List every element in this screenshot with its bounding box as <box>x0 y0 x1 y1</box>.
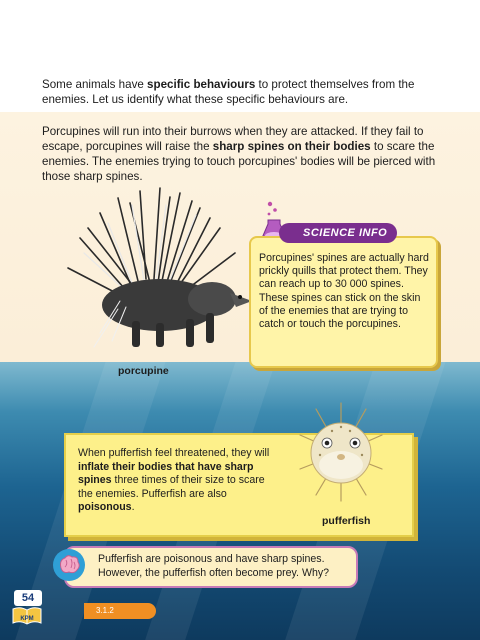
intro-text-end: to protect themselves from the enemies. Let us identify what these specific behaviours are. <box>42 78 415 106</box>
science-info-tag: SCIENCE INFO <box>279 223 397 243</box>
book-icon <box>10 605 44 627</box>
intro-paragraph <box>42 77 450 107</box>
porcupine-illustration <box>60 183 260 358</box>
page-number: 54 <box>14 590 42 606</box>
book-mark: KPM <box>20 616 34 622</box>
pufferfish-text-3: . <box>131 501 135 514</box>
pufferfish-bold-2: poisonous <box>78 501 132 514</box>
porcupine-paragraph <box>42 124 452 184</box>
pufferfish-illustration <box>296 395 386 505</box>
pufferfish-bold-1: inflate their bodies that have sharp spines <box>78 460 254 487</box>
pufferfish-text-2: three times of their size to scare the enemies. Pufferfish are also <box>78 474 265 500</box>
question-text: Pufferfish are poisonous and have sharp spines. However, the pufferfish often become prey. Why? <box>98 553 330 579</box>
porcupine-label: porcupine <box>118 365 169 377</box>
syllabus-code-tag: 3.1.2 <box>84 603 156 619</box>
pufferfish-text <box>78 447 278 515</box>
question-strip <box>64 546 358 588</box>
porcupine-bold: sharp spines on their bodies <box>212 140 371 153</box>
science-info-text: Porcupines' spines are actually hard prickly quills that protect them. They can reach up to 30 000 spines. These spines can stick on the skin of the enemies that are trying to catch or touch the porcupines. <box>259 252 429 331</box>
science-info-card <box>249 236 438 368</box>
intro-text: Some animals have <box>42 78 148 91</box>
brain-icon <box>50 548 88 582</box>
pufferfish-label: pufferfish <box>322 515 371 527</box>
porcupine-text: Porcupines will run into their burrows when they are attacked. If they fail to escape, porcupines will raise the <box>42 125 424 153</box>
pufferfish-text-1: When pufferfish feel threatened, they will <box>78 447 270 459</box>
intro-bold: specific behaviours <box>147 78 256 91</box>
porcupine-text-end: to scare the enemies. The enemies trying to touch porcupines' bodies will be pierced with those sharp spines. <box>42 140 436 183</box>
